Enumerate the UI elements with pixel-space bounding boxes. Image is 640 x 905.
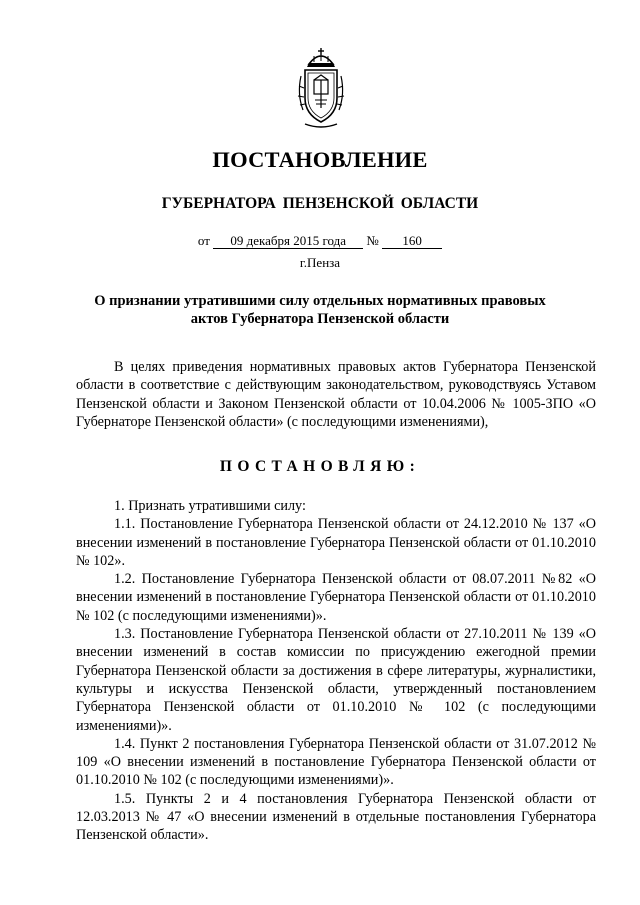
coat-of-arms-emblem-icon (295, 46, 347, 130)
preamble-paragraph: В целях приведения нормативных правовых актов Губернатора Пензенской области в соответствие с действующим законодательством, руководствуясь Уставом Пензенской области и Законом Пензенской области от 10.04.2006 № 1005-ЗПО «О Губернаторе Пензенской области» (с последующими изменениями), (76, 359, 596, 430)
preamble-block (76, 358, 596, 431)
date-number-line (0, 233, 640, 249)
number-sign: № (366, 233, 379, 248)
list-item: 1.3. Постановление Губернатора Пензенской области от 27.10.2011 № 139 «О внесении изменений в состав комиссии по присуждению ежегодной премии Губернатора Пензенской области за достижения в сфере литературы, журналистики, культуры и искусства Пензенской области, утвержденный постановлением Губернатора Пензенской области от 01.10.2010 № 102 (с последующими изменениями)». (76, 626, 596, 734)
heading-line-2: актов Губернатора Пензенской области (190, 311, 450, 327)
items-block (76, 497, 596, 845)
list-item: 1. Признать утратившими силу: (114, 498, 306, 514)
list-item: 1.5. Пункты 2 и 4 постановления Губернатора Пензенской области от 12.03.2013 № 47 «О внесении изменений в отдельные постановления Губернатора Пензенской области». (76, 790, 596, 844)
list-item: 1.2. Постановление Губернатора Пензенской области от 08.07.2011 №82 «О внесении изменений в постановление Губернатора Пензенской области от 01.10.2010 № 102 (с последующими изменениями)». (76, 571, 596, 624)
list-item: 1.4. Пункт 2 постановления Губернатора Пензенской области от 31.07.2012 № 109 «О внесении изменений в постановление Губернатора Пензенской области от 01.10.2010 № 102 (с последующими изменениями)». (76, 735, 596, 789)
city: г.Пенза (299, 255, 341, 270)
document-date: 09 декабря 2015 года (213, 233, 363, 249)
document-heading (60, 292, 580, 328)
list-item: 1.1. Постановление Губернатора Пензенской области от 24.12.2010 № 137 «О внесении изменений в постановление Губернатора Пензенской области от 01.10.2010 № 102». (76, 516, 596, 569)
document-number: 160 (382, 233, 442, 249)
document-title: ПОСТАНОВЛЕНИЕ (212, 147, 428, 172)
document-subtitle: ГУБЕРНАТОРА ПЕНЗЕНСКОЙ ОБЛАСТИ (161, 195, 479, 212)
decree-word: ПОСТАНОВЛЯЮ: (219, 458, 421, 475)
heading-line-1: О признании утратившими силу отдельных нормативных правовых (94, 293, 546, 309)
date-prefix: от (197, 233, 210, 248)
